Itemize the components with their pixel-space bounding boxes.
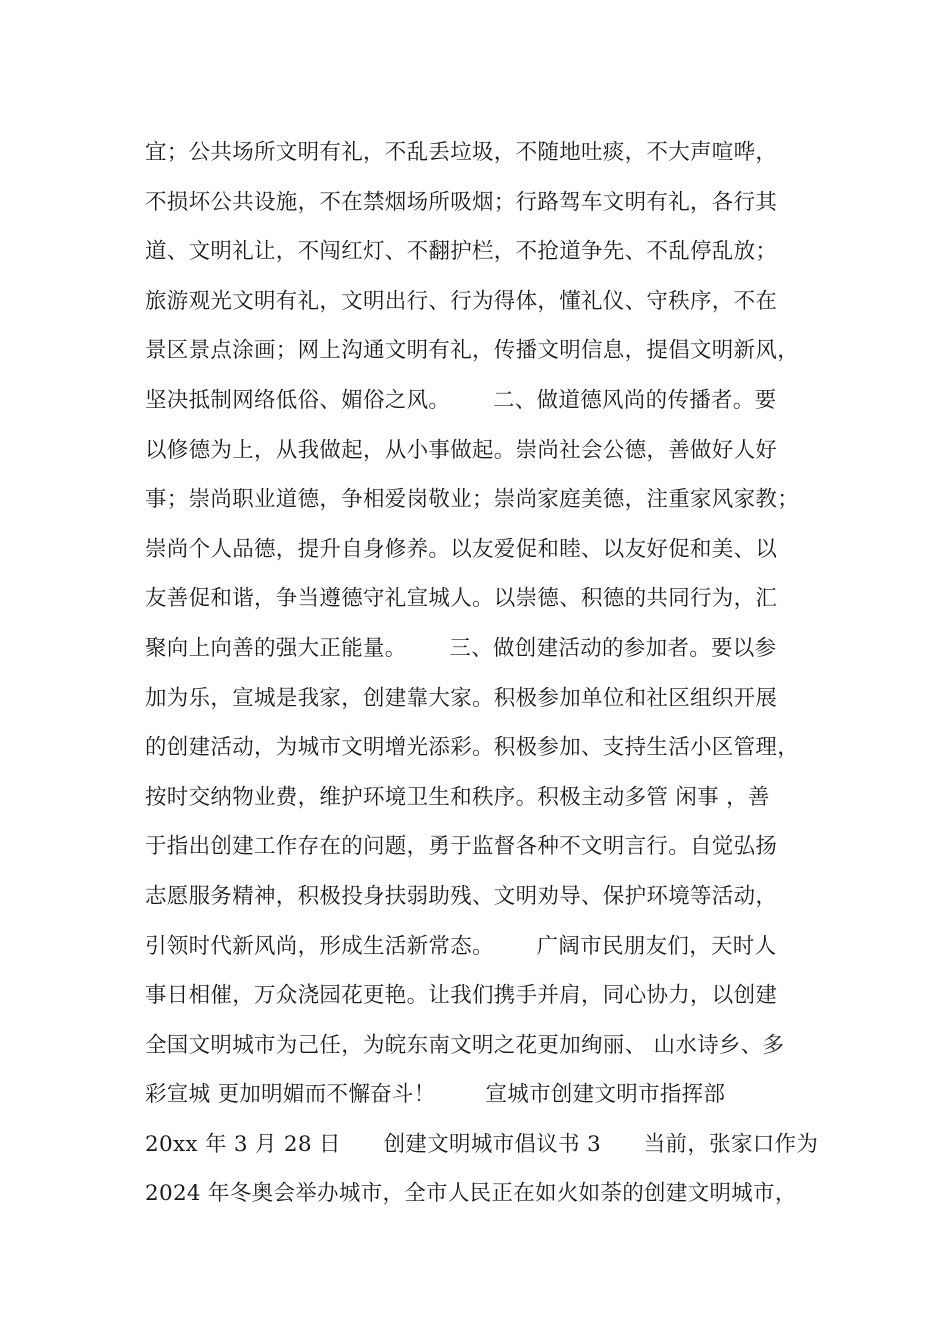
- text-line: 景区景点涂画；网上沟通文明有礼，传播文明信息，提倡文明新风，: [145, 338, 800, 364]
- text-line: 聚向上向善的强大正能量。 三、做创建活动的参加者。要以参: [145, 635, 777, 661]
- text-line: 引领时代新风尚，形成生活新常态。 广阔市民朋友们，天时人: [145, 933, 777, 959]
- text-line: 全国文明城市为己任，为皖东南文明之花更加绚丽、 山水诗乡、多: [145, 1032, 785, 1058]
- text-line: 彩宣城 更加明媚而不懈奋斗！ 宣城市创建文明市指挥部: [145, 1082, 726, 1108]
- text-line: 坚决抵制网络低俗、媚俗之风。 二、做道德风尚的传播者。要: [145, 387, 777, 413]
- text-line: 事；崇尚职业道德，争相爱岗敬业；崇尚家庭美德，注重家风家教；: [145, 487, 800, 513]
- text-line: 志愿服务精神，积极投身扶弱助残、文明劝导、保护环境等活动，: [145, 883, 778, 909]
- text-line: 加为乐，宣城是我家，创建靠大家。积极参加单位和社区组织开展: [145, 685, 778, 711]
- text-line: 的创建活动，为城市文明增光添彩。积极参加、支持生活小区管理，: [145, 735, 800, 761]
- body-text: [145, 128, 825, 1219]
- text-line: 崇尚个人品德，提升自身修养。以友爱促和睦、以友好促和美、以: [145, 536, 778, 562]
- text-line: 按时交纳物业费，维护环境卫生和秩序。积极主动多管 闲事 ，善: [145, 784, 770, 810]
- text-line: 2024 年冬奥会举办城市，全市人民正在如火如荼的创建文明城市，: [145, 1181, 797, 1207]
- text-line: 友善促和谐，争当遵德守礼宣城人。以崇德、积德的共同行为，汇: [145, 586, 778, 612]
- text-line: 事日相催，万众浇园花更艳。让我们携手并肩，同心协力，以创建: [145, 983, 778, 1009]
- text-line: 宜；公共场所文明有礼，不乱丢垃圾，不随地吐痰，不大声喧哗，: [145, 140, 778, 165]
- text-line: 旅游观光文明有礼，文明出行、行为得体，懂礼仪、守秩序，不在: [145, 288, 778, 314]
- text-line: 不损坏公共设施，不在禁烟场所吸烟；行路驾车文明有礼，各行其: [145, 189, 778, 215]
- text-line: 道、文明礼让，不闯红灯、不翻护栏，不抢道争先、不乱停乱放；: [145, 239, 778, 265]
- text-line: 20xx 年 3 月 28 日 创建文明城市倡议书 3 当前，张家口作为: [145, 1131, 819, 1157]
- text-line: 以修德为上，从我做起，从小事做起。崇尚社会公德，善做好人好: [145, 437, 778, 463]
- text-line: 于指出创建工作存在的问题，勇于监督各种不文明言行。自觉弘扬: [145, 834, 778, 860]
